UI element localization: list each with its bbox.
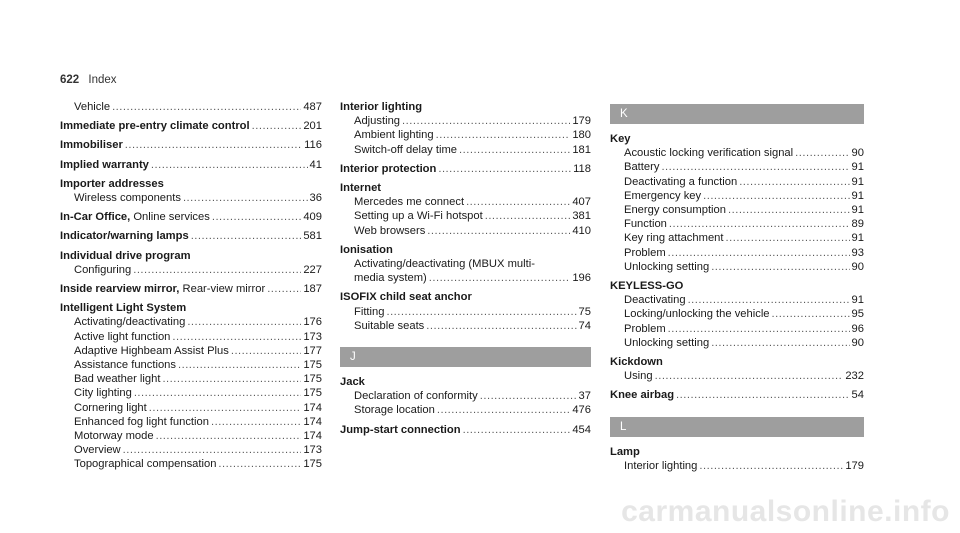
index-entry-heading: Intelligent Light System	[60, 302, 187, 315]
index-entry	[60, 301, 322, 471]
index-entry-heading	[340, 162, 436, 176]
dot-leader	[218, 457, 301, 471]
dot-leader	[162, 372, 301, 386]
section-letter-bar: L	[610, 417, 864, 437]
dot-leader	[125, 138, 302, 152]
sub-entry-label: Web browsers	[354, 224, 426, 237]
page-reference: 407	[572, 196, 591, 209]
sub-entry-line[interactable]	[610, 459, 864, 473]
page-reference: 181	[572, 143, 591, 156]
sub-entry-line[interactable]	[610, 146, 864, 160]
index-entry-line[interactable]	[340, 423, 591, 437]
index-entry-heading	[60, 229, 189, 243]
index-entry-heading: Key	[610, 133, 631, 145]
dot-leader	[212, 210, 301, 224]
sub-entry-label: Assistance functions	[74, 359, 176, 372]
sub-entry-line[interactable]	[340, 128, 591, 142]
page-reference: 410	[572, 224, 591, 237]
page-reference: 173	[303, 330, 322, 343]
page-reference: 454	[572, 423, 591, 436]
sub-entry-label: Cornering light	[74, 401, 147, 414]
sub-entry-label: Unlocking setting	[624, 260, 710, 273]
sub-entry-label: Activating/deactivating	[74, 316, 186, 329]
sub-entry-line[interactable]	[610, 217, 864, 231]
sub-entry-line[interactable]	[60, 191, 322, 205]
sub-entry-line[interactable]	[610, 160, 864, 174]
page-header	[60, 74, 117, 86]
sub-entry-line[interactable]	[340, 319, 591, 333]
sub-entry-label: Declaration of conformity	[354, 390, 478, 403]
dot-leader	[655, 369, 844, 383]
sub-entry-line[interactable]	[610, 175, 864, 189]
page-reference: 95	[851, 308, 864, 321]
sub-entry-line[interactable]	[60, 415, 322, 429]
index-entry	[60, 210, 322, 224]
index-entry	[610, 279, 864, 350]
sub-entry-line[interactable]	[340, 195, 591, 209]
page-reference: 93	[851, 246, 864, 259]
sub-entry-label: media system)	[354, 272, 427, 285]
page-reference: 409	[303, 211, 322, 224]
dot-leader	[133, 263, 301, 277]
index-entry-line[interactable]	[60, 138, 322, 152]
dot-leader	[252, 119, 302, 133]
index-entry	[60, 119, 322, 133]
index-entry-heading: Ionisation	[340, 243, 393, 256]
page-reference: 118	[573, 162, 591, 175]
sub-entry-label: Key ring attachment	[624, 232, 724, 245]
index-entry-line[interactable]	[60, 119, 322, 133]
page-reference: 175	[303, 373, 322, 386]
index-entry	[340, 423, 591, 437]
sub-entry-label: Adaptive Highbeam Assist Plus	[74, 344, 229, 357]
dot-leader	[703, 189, 849, 203]
heading-text: Implied warranty	[60, 158, 149, 171]
sub-entry-label: Suitable seats	[354, 319, 425, 332]
sub-entry-line[interactable]	[610, 246, 864, 260]
index-entry	[60, 282, 322, 296]
sub-entry-line[interactable]	[340, 114, 591, 128]
sub-entry-line[interactable]	[60, 457, 322, 471]
index-entry-line[interactable]	[340, 162, 591, 176]
heading-text: Interior protection	[340, 162, 437, 175]
sub-entry-line[interactable]	[610, 307, 864, 321]
dot-leader	[191, 229, 302, 243]
sub-entry-line[interactable]	[340, 224, 591, 238]
dot-leader	[426, 319, 576, 333]
index-entry	[60, 229, 322, 243]
sub-entry-line[interactable]	[610, 260, 864, 274]
dot-leader	[187, 315, 301, 329]
index-entry-line[interactable]	[60, 282, 322, 296]
page-reference: 196	[572, 272, 591, 285]
heading-text: Indicator/warning lamps	[60, 230, 189, 243]
sub-entry-label: Overview	[74, 444, 121, 457]
sub-entry-line[interactable]	[610, 189, 864, 203]
sub-entry-line[interactable]	[60, 100, 322, 114]
dot-leader	[480, 389, 577, 403]
sub-entry-label: Acoustic locking verification signal	[624, 147, 794, 160]
dot-leader	[211, 415, 301, 429]
index-entry	[60, 100, 322, 114]
sub-entry-line[interactable]	[340, 271, 591, 285]
index-entry-heading	[610, 388, 674, 402]
index-entry-heading	[60, 138, 123, 152]
page-reference: 90	[851, 147, 864, 160]
page-reference: 91	[851, 232, 864, 245]
sub-entry-label: Storage location	[354, 404, 435, 417]
index-entry-heading: Kickdown	[610, 356, 663, 369]
dot-leader	[123, 443, 302, 457]
heading-text: In-Car Office,	[60, 211, 131, 224]
page-reference: 96	[851, 322, 864, 335]
sub-entry-line[interactable]	[60, 358, 322, 372]
sub-entry-label: Unlocking setting	[624, 336, 710, 349]
page-reference: 54	[851, 389, 864, 402]
index-entry-heading: Individual drive program	[60, 249, 191, 262]
dot-leader	[739, 175, 849, 189]
page-reference: 487	[303, 101, 322, 113]
index-entry	[60, 177, 322, 205]
dot-leader	[463, 423, 571, 437]
page-reference: 91	[851, 175, 864, 188]
sub-entry-label: Battery	[624, 161, 660, 174]
index-entry	[60, 158, 322, 172]
sub-entry-line[interactable]	[610, 322, 864, 336]
sub-entry-line[interactable]	[610, 203, 864, 217]
sub-entry-label: Energy consumption	[624, 204, 726, 217]
dot-leader	[466, 195, 570, 209]
dot-leader	[231, 344, 301, 358]
dot-leader	[437, 403, 570, 417]
page-reference: 177	[303, 344, 322, 357]
sub-entry-text: Activating/deactivating (MBUX multi-	[354, 258, 535, 271]
page-reference: 476	[572, 404, 591, 417]
sub-entry-line[interactable]	[60, 443, 322, 457]
sub-entry-line[interactable]	[340, 389, 591, 403]
dot-leader	[178, 358, 301, 372]
dot-leader	[661, 160, 849, 174]
page-reference: 175	[303, 458, 322, 471]
index-entry	[340, 243, 591, 286]
dot-leader	[267, 282, 301, 296]
sub-entry-label: Setting up a Wi-Fi hotspot	[354, 210, 483, 223]
sub-entry-line[interactable]	[610, 293, 864, 307]
page-reference: 116	[304, 139, 322, 152]
dot-leader	[134, 386, 302, 400]
dot-leader	[485, 209, 571, 223]
sub-entry-label: Using	[624, 370, 653, 383]
index-entry	[610, 132, 864, 274]
index-entry	[60, 138, 322, 152]
index-entry-heading: KEYLESS-GO	[610, 280, 684, 293]
sub-entry-label: Function	[624, 218, 667, 231]
dot-leader	[711, 336, 849, 350]
dot-leader	[427, 224, 570, 238]
sub-entry-line[interactable]	[340, 209, 591, 223]
index-entry-line[interactable]	[60, 229, 322, 243]
index-entry-heading	[60, 282, 265, 296]
page-reference: 174	[303, 430, 322, 443]
index-entry	[610, 445, 864, 473]
sub-entry-line[interactable]	[340, 403, 591, 417]
dot-leader	[156, 429, 302, 443]
index-entry	[340, 162, 591, 176]
dot-leader	[459, 143, 570, 157]
page-reference: 37	[578, 390, 591, 403]
page-reference: 174	[303, 401, 322, 414]
dot-leader	[668, 322, 850, 336]
sub-entry-label: Adjusting	[354, 115, 401, 128]
dot-leader	[386, 305, 576, 319]
sub-entry-label: Topographical compensation	[74, 458, 217, 471]
heading-text: Inside rearview mirror,	[60, 283, 180, 296]
heading-see-also: Online services	[130, 211, 210, 224]
sub-entry-label: Fitting	[354, 305, 385, 318]
page-reference: 581	[303, 230, 322, 243]
page-reference: 90	[851, 336, 864, 349]
index-entry	[340, 290, 591, 333]
index-entry-line[interactable]	[60, 158, 322, 172]
dot-leader	[669, 217, 850, 231]
sub-entry-label: Interior lighting	[624, 459, 698, 472]
dot-leader	[438, 162, 571, 176]
page-title: Index	[88, 74, 117, 86]
sub-entry-label: Locking/unlocking the vehicle	[624, 308, 770, 321]
page-reference: 176	[303, 316, 322, 329]
heading-text: Immobiliser	[60, 139, 123, 152]
index-column-2	[340, 100, 591, 442]
index-entry-heading: Lamp	[610, 445, 640, 458]
sub-entry-line[interactable]	[60, 372, 322, 386]
page-reference: 232	[845, 370, 864, 383]
index-entry-line[interactable]	[610, 388, 864, 402]
sub-entry-line[interactable]	[60, 386, 322, 400]
sub-entry-label: Emergency key	[624, 189, 702, 202]
index-entry-heading	[60, 158, 149, 172]
page-reference: 41	[309, 158, 322, 171]
page-reference: 89	[851, 218, 864, 231]
dot-leader	[436, 128, 571, 142]
page-reference: 75	[578, 305, 591, 318]
index-entry	[340, 100, 591, 157]
sub-entry-label: Configuring	[74, 263, 132, 276]
dot-leader	[183, 191, 308, 205]
index-column-3	[610, 100, 864, 478]
sub-entry-label: Motorway mode	[74, 430, 154, 443]
dot-leader	[728, 203, 850, 217]
index-entry	[340, 375, 591, 418]
page-reference: 179	[845, 459, 864, 472]
dot-leader	[172, 330, 301, 344]
index-column-1	[60, 100, 322, 477]
sub-entry-line[interactable]	[610, 369, 864, 383]
page-number: 622	[60, 74, 80, 86]
dot-leader	[112, 100, 301, 114]
sub-entry-line[interactable]	[60, 263, 322, 277]
index-entry	[340, 181, 591, 238]
index-entry	[610, 355, 864, 383]
page-reference: 180	[572, 129, 591, 142]
sub-entry-label: Vehicle	[74, 101, 111, 113]
dot-leader	[402, 114, 570, 128]
page-reference: 201	[303, 120, 322, 133]
sub-entry-line[interactable]	[60, 315, 322, 329]
heading-text: Jump-start connection	[340, 423, 461, 436]
sub-entry-line[interactable]	[610, 231, 864, 245]
page-reference: 91	[851, 204, 864, 217]
sub-entry-label: Enhanced fog light function	[74, 415, 209, 428]
sub-entry-line[interactable]	[60, 401, 322, 415]
index-entry-heading	[340, 423, 461, 437]
sub-entry-line[interactable]	[340, 305, 591, 319]
dot-leader	[429, 271, 571, 285]
page-reference: 91	[851, 161, 864, 174]
sub-entry-line[interactable]	[60, 344, 322, 358]
dot-leader	[151, 158, 308, 172]
index-entry	[610, 388, 864, 402]
sub-entry-label: Problem	[624, 246, 666, 259]
page-reference: 91	[851, 189, 864, 202]
dot-leader	[772, 307, 850, 321]
sub-entry-label: Active light function	[74, 330, 171, 343]
sub-entry-label: Mercedes me connect	[354, 196, 465, 209]
dot-leader	[795, 146, 849, 160]
dot-leader	[149, 401, 302, 415]
sub-entry-label: Ambient lighting	[354, 129, 434, 142]
index-entry-heading: Jack	[340, 376, 365, 389]
sub-entry-label: Switch-off delay time	[354, 143, 458, 156]
sub-entry-label: Problem	[624, 322, 666, 335]
index-entry-heading: Internet	[340, 182, 382, 195]
index-entry-heading	[60, 210, 210, 224]
page-reference: 174	[303, 415, 322, 428]
page-reference: 175	[303, 359, 322, 372]
page-reference: 91	[851, 294, 864, 307]
sub-entry-label: Deactivating	[624, 294, 686, 307]
heading-see-also: Rear-view mirror	[179, 283, 266, 296]
heading-text: Knee airbag	[610, 389, 675, 402]
page-reference: 175	[303, 387, 322, 400]
page-reference: 187	[303, 283, 322, 296]
section-letter-bar: K	[610, 104, 864, 124]
dot-leader	[711, 260, 849, 274]
sub-entry-label: City lighting	[74, 387, 132, 400]
page-reference: 227	[303, 263, 322, 276]
dot-leader	[676, 388, 850, 402]
page-reference: 179	[572, 115, 591, 128]
dot-leader	[726, 231, 850, 245]
sub-entry-line[interactable]	[60, 330, 322, 344]
page-reference: 36	[309, 192, 322, 205]
index-entry-heading: Interior lighting	[340, 101, 423, 113]
page-reference: 381	[572, 210, 591, 223]
section-letter-bar: J	[340, 347, 591, 367]
sub-entry-label: Deactivating a function	[624, 175, 738, 188]
page-reference: 90	[851, 260, 864, 273]
index-entry-heading	[60, 119, 250, 133]
sub-entry-label: Wireless components	[74, 192, 181, 205]
watermark: carmanualsonline.info	[621, 495, 950, 528]
page-reference: 173	[303, 444, 322, 457]
heading-text: Immediate pre-entry climate control	[60, 120, 250, 133]
sub-entry-line[interactable]	[610, 336, 864, 350]
dot-leader	[699, 459, 843, 473]
index-entry-heading: ISOFIX child seat anchor	[340, 291, 472, 304]
page-reference: 74	[578, 319, 591, 332]
dot-leader	[688, 293, 850, 307]
index-entry-heading: Importer addresses	[60, 177, 164, 190]
index-entry-line[interactable]	[60, 210, 322, 224]
sub-entry-label: Bad weather light	[74, 373, 161, 386]
sub-entry-line[interactable]	[340, 143, 591, 157]
sub-entry-line[interactable]	[60, 429, 322, 443]
index-entry	[60, 249, 322, 277]
dot-leader	[668, 246, 850, 260]
